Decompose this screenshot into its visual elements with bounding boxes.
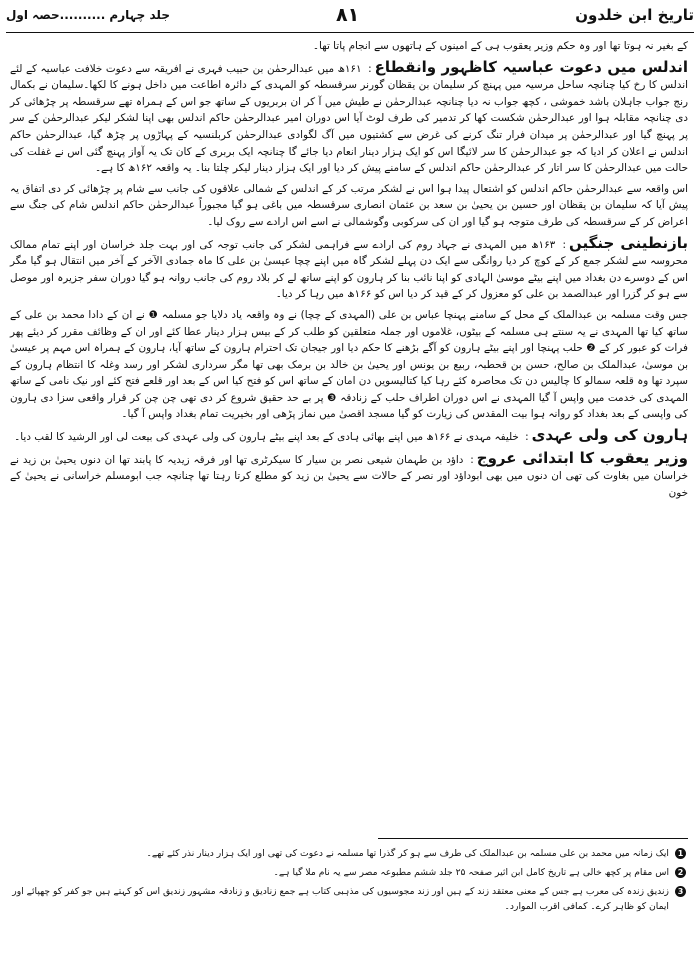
book-title: تاریخ ابن خلدون: [575, 6, 694, 24]
footnote: [10, 884, 688, 914]
section-heading: اندلس میں دعوت عباسیہ کاظہور وانقطاع: [374, 57, 689, 76]
footnote-text: ایک زمانہ میں محمد بن علی مسلمہ بن عبدالملک کی طرف سے ہو کر گذرا تھا مسلمہ نے دعوت کی تھی اور ایک ہزار دینار نذر کئے تھے۔: [146, 848, 669, 859]
paragraph: ہارون کی ولی عہدی: خلیفہ مہدی نے ۱۶۶ھ میں اپنے بھائی ہادی کے بعد اپنے بیٹے ہارون کی ولی عہدی کی بیعت لی اور الرشید کا لقب دیا۔: [14, 426, 688, 445]
running-header: [6, 4, 694, 30]
paragraph: اس واقعہ سے عبدالرحمٰن حاکم اندلس کو اشتعال پیدا ہوا اس نے لشکر مرتب کر کے اندلس کے شمالی علاقوں کی جانب سے شام پر چڑھائی کر دی اتفاق یہ پیش آیا کہ سلیمان بن یقظان اور حسین بن یحییٰ بن سعد بن عثمان انصاری سرقسطہ میں باغی ہو گیا مجبوراً عبدالرحمٰن حاکم اندلس شام کی جنگ سے اعراض کر کے سرقسطہ کی طرف متوجہ ہو گیا اور ان کی سرکوبی وگوشمالی نے اسے اس ارادے سے روک لیا۔: [10, 182, 688, 228]
paragraph: جس وقت مسلمہ بن عبدالملک کے محل کے سامنے پہنچا عباس بن علی (المہدی کے چچا) نے وہ واقعہ یاد دلایا جو مسلمہ ❶ نے ان کے دادا محمد بن علی کے ساتھ کیا تھا المہدی نے یہ سنتے ہی مسلمہ کے بیٹوں، غلاموں اور جملہ متعلقین کو طلب کر کے بیس ہزار دینار عطا کئے اور ان کے وظائف مقرر کر دیئے پھر فرات کو عبور کر کے ❷ حلب پہنچا اور اپنے بیٹے ہارون کو آگے بڑھنے کا حکم دیا اور جیجان تک احترام ہارون کے ساتھ آیا، ہارون کے ہمراہ اس مہم پر عیسیٰ بن موسیٰ، عبدالملک بن صالح، حسن بن قحطبہ، ربیع بن یونس اور یحییٰ بن خالد بن برمک بھی تھا مگر سرداری لشکر اور رسد وغلہ کا انتظام ہارون کے سپرد تھا وہ قلعہ سمالو کا چالیس دن تک محاصرہ کئے رہا کیا کتالیسویں دن امان کے ساتھ اس کو فتح کیا اس کے بعد اور قلعے فتح کئے اور نیک نامی کے ساتھ المہدی کی خدمت میں واپس آ گیا المہدی نے اس دوران اطراف حلب کے زنادقہ ❸ پر بے حد حقیق شروع کر دی تھی چن چن کر قرار واقعی سزا دی ہارون کی واپسی کے بعد بغداد کو روانہ ہوا بیت المقدس کی زیارت کو گیا مسجد اقصیٰ میں نماز پڑھی اور بخیریت تمام بغداد واپس آ گیا۔: [10, 308, 688, 421]
main-text: [10, 38, 688, 505]
section-heading: ہارون کی ولی عہدی: [531, 426, 688, 445]
footnotes: [10, 846, 688, 918]
section-heading: وزیر یعقوب کا ابتدائی عروج: [476, 448, 688, 467]
footnote-text: زندیق زندہ کی معرب ہے جس کے معنی معتقد زند کے ہیں اور زند مجوسیوں کی مذہبی کتاب ہے جمع زنادیق و زنادقہ مشہور زندیق اس کو کہتے ہیں جو کفر کو چھپائے اور ایمان کو ظاہر کرے۔ کمافی اقرب الموارد۔: [12, 886, 669, 912]
paragraph: کے بغیر نہ ہوتا تھا اور وہ حکم وزیر یعقوب ہی کے امینوں کے ہاتھوں سے انجام پاتا تھا۔: [312, 40, 688, 52]
footnote-marker: 2: [675, 867, 686, 878]
footnote: [10, 865, 688, 880]
page-number: ۸۱: [336, 4, 360, 26]
footnote-marker: 3: [675, 886, 686, 897]
footnote-divider: [378, 838, 688, 839]
footnote-marker: 1: [675, 848, 686, 859]
volume-label: جلد چہارم ..........حصہ اول: [6, 8, 170, 22]
header-divider: [6, 32, 694, 33]
paragraph: بازنطینی جنگیں: ۱۶۳ھ میں المہدی نے جہاد روم کی ارادے سے فراہمی لشکر کی جانب توجہ کی اور بہت جلد خراسان اور اپنے تمام ممالک محروسہ سے لشکر جمع کر کے کوچ کر دیا روانگی سے ایک دن پہلے لشکر گاہ میں اپنے چچا عیسیٰ بن علی کا ماہ جمادی الآخر کے آخر میں انتقال ہو گیا مگر اس کے دوسرے دن بغداد میں اپنے بیٹے موسیٰ الہادی کو اپنا نائب بنا کر ہارون کو اپنے ساتھ لے کر بلاد روم کی جانب روانہ ہو گیا دوران سفر جزیرہ اور موصل سے ہو کر گزرا اور عبدالصمد بن علی کو معزول کر کے قید کر دیا اس کو ۱۶۶ھ میں رہا کر دیا۔: [10, 233, 688, 301]
paragraph: اندلس میں دعوت عباسیہ کاظہور وانقطاع: ۱۶۱ھ میں عبدالرحمٰن بن حبیب فہری نے افریقہ سے دعوت خلافت عباسیہ کے لئے اندلس کا رخ کیا چنانچہ ساحل مرسیہ میں پہنچ کر سلیمان بن یقظان گورنر سرقسطہ کو المہدی کے دائرہ اطاعت میں داخل ہونے کا لکھا۔سلیمان نے بکمال رنج جواب جاہلان باشد خموشی ، کچھ جواب نہ دیا چنانچہ عبدالرحمٰن نے طیش میں آ کر ان بربریوں کے ساتھ جو اس کے ہمراہ تھے سرقسطہ پر چڑھائی کر دی چنانچہ مقابلہ ہوا اور عبدالرحمٰن شکست کھا کر تدمیر کی طرف لوٹ آیا اس دوران امیر عبدالرحمٰن حاکم اندلس بھی اپنا لشکر لیکر عبدالرحمٰن کے سر پر پہنچ گیا اور عبدالرحمٰن پر میدان فرار تنگ کرنے کی غرض سے کشتیوں میں آگ لگوادی عبدالرحمٰن کربلنسیہ کے پہاڑوں پر چڑھ گیا، عبدالرحمٰن حاکم اندلس نے اعلان کر ادیا کہ جو عبدالرحمٰن کا سر لائیگا اس کو ایک ہزار دینار انعام دیا جائے گا چنانچہ ایک بربری کے کان تک یہ آواز پہنچ گئی اس نے غفلت کی حالت میں عبدالرحمٰن کا سر اتار کر عبدالرحمٰن حاکم اندلس کے سامنے پیش کر دیا اور ایک ہزار دینار لیکر چلتا بنا۔ یہ واقعہ ۱۶۲ھ کا ہے۔: [10, 57, 689, 175]
footnote: [10, 846, 688, 861]
paragraph: وزیر یعقوب کا ابتدائی عروج: داؤد بن طہمان شیعی نصر بن سیار کا سیکرٹری تھا اور فرقہ زیدیہ کا پابند تھا ان دنوں یحییٰ بن زید نے خراسان میں بغاوت کی تھی ان دنوں میں بھی ابوداؤد اور نصر کے حالات سے یحییٰ بن زید کو مطلع کرتا رہتا تھا چنانچہ جب ابومسلم خراسانی نے یحییٰ کے خون: [10, 448, 688, 499]
section-heading: بازنطینی جنگیں: [569, 233, 688, 252]
footnote-text: اس مقام پر کچھ خالی ہے تاریخ کامل ابن اثیر صفحہ ۲۵ جلد ششم مطبوعہ مصر سے یہ نام ملا گیا ہے۔: [273, 867, 669, 878]
